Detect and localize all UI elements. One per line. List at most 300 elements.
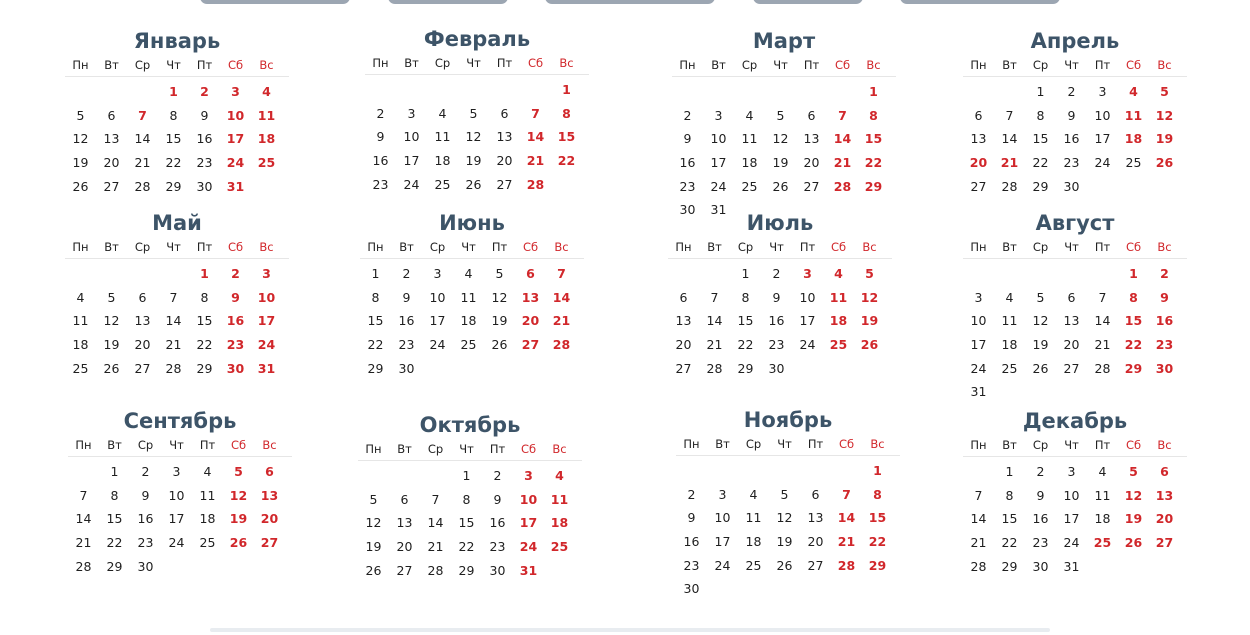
day-cell: 25 (829, 337, 848, 353)
week-row (68, 507, 292, 531)
day-cell: 31 (226, 178, 245, 194)
day-cell: 23 (398, 337, 415, 353)
weekday-label: Вт (107, 438, 122, 452)
day-cell: 12 (860, 289, 879, 305)
weekday-label: Чт (777, 437, 792, 451)
month-block (360, 210, 584, 380)
day-cell: 3 (407, 105, 416, 121)
day-cell: 13 (521, 289, 540, 305)
weekday-label: Чт (1064, 240, 1079, 254)
weekday-label: Вт (715, 437, 730, 451)
day-cell: 18 (72, 337, 89, 353)
day-cell: 2 (231, 266, 240, 282)
weekday-label: Пн (970, 240, 987, 254)
month-block (365, 26, 589, 196)
day-cell: 27 (1063, 360, 1080, 376)
day-cell: 2 (772, 266, 781, 282)
weekday-label: Сб (520, 442, 537, 456)
day-cell: 25 (199, 535, 216, 551)
weekday-label: Вт (397, 442, 412, 456)
weekday-label: Ср (745, 437, 762, 451)
day-cell: 6 (400, 491, 409, 507)
weekday-label: Вс (259, 58, 274, 72)
day-cell: 21 (837, 534, 856, 550)
month-title: Февраль (423, 27, 531, 51)
day-cell: 4 (464, 266, 473, 282)
month-block (668, 210, 892, 380)
day-cell: 12 (1032, 313, 1049, 329)
weekday-label: Ср (134, 240, 151, 254)
day-cell: 14 (165, 313, 182, 329)
day-cell: 21 (526, 153, 545, 169)
day-cell: 16 (679, 155, 696, 171)
week-row (65, 127, 289, 151)
weekday-label: Вс (559, 56, 574, 70)
week-row (65, 333, 289, 357)
day-cell: 17 (714, 534, 731, 550)
day-cell: 2 (493, 468, 502, 484)
weekday-label: Пн (365, 442, 382, 456)
day-cell: 4 (749, 486, 758, 502)
day-cell: 14 (833, 131, 852, 147)
day-cell: 19 (772, 155, 789, 171)
weekday-label: Вс (1157, 438, 1172, 452)
day-cell: 1 (562, 82, 571, 98)
day-cell: 29 (1032, 178, 1049, 194)
week-row (68, 460, 292, 484)
day-cell: 16 (137, 511, 154, 527)
day-cell: 3 (1067, 464, 1076, 480)
day-cell: 23 (489, 539, 506, 555)
day-cell: 14 (552, 289, 571, 305)
day-cell: 5 (865, 266, 874, 282)
day-cell: 27 (103, 178, 120, 194)
day-cell: 16 (196, 131, 213, 147)
week-row (668, 286, 892, 310)
week-row (963, 151, 1187, 175)
weekday-label: Вс (262, 438, 277, 452)
day-cell: 3 (714, 107, 723, 123)
weekday-label: Пн (675, 240, 692, 254)
day-cell: 9 (200, 107, 209, 123)
day-cell: 27 (521, 337, 540, 353)
day-cell: 2 (376, 105, 385, 121)
day-cell: 4 (438, 105, 447, 121)
day-cell: 20 (807, 534, 824, 550)
day-cell: 16 (1063, 131, 1080, 147)
day-cell: 3 (172, 464, 181, 480)
day-cell: 2 (1067, 84, 1076, 100)
day-cell: 14 (1094, 313, 1111, 329)
day-cell: 16 (768, 313, 785, 329)
day-cell: 3 (524, 468, 533, 484)
week-row (358, 511, 582, 535)
day-cell: 19 (229, 511, 248, 527)
day-cell: 29 (458, 562, 475, 578)
week-row (360, 309, 584, 333)
day-cell: 13 (396, 515, 413, 531)
day-cell: 10 (710, 131, 727, 147)
day-cell: 5 (776, 107, 785, 123)
day-cell: 10 (168, 487, 185, 503)
day-cell: 8 (869, 107, 878, 123)
day-cell: 13 (1063, 313, 1080, 329)
day-cell: 25 (1093, 535, 1112, 551)
day-cell: 19 (103, 337, 120, 353)
weekday-label: Сб (227, 240, 244, 254)
week-row (358, 558, 582, 582)
day-cell: 4 (1129, 84, 1138, 100)
day-cell: 30 (768, 360, 785, 376)
day-cell: 4 (555, 468, 564, 484)
day-cell: 12 (491, 289, 508, 305)
week-row (668, 333, 892, 357)
week-row (65, 262, 289, 286)
weekday-label: Ср (134, 58, 151, 72)
weekday-label: Вт (1002, 438, 1017, 452)
weekday-header (668, 236, 892, 259)
day-cell: 23 (226, 337, 245, 353)
day-cell: 28 (165, 360, 182, 376)
day-cell: 7 (531, 105, 540, 121)
weekday-header (963, 54, 1187, 77)
day-cell: 31 (970, 384, 987, 400)
day-cell: 29 (868, 557, 887, 573)
day-cell: 18 (1094, 511, 1111, 527)
day-cell: 30 (683, 581, 700, 597)
day-cell: 31 (1063, 558, 1080, 574)
week-row (672, 104, 896, 128)
week-row (65, 309, 289, 333)
day-cell: 16 (1155, 313, 1174, 329)
weekday-label: Сб (834, 58, 851, 72)
day-cell: 27 (675, 360, 692, 376)
day-cell: 6 (974, 107, 983, 123)
day-cell: 9 (683, 131, 692, 147)
day-cell: 21 (1094, 337, 1111, 353)
day-cell: 17 (403, 153, 420, 169)
day-cell: 17 (226, 131, 245, 147)
day-cell: 23 (683, 557, 700, 573)
day-cell: 26 (103, 360, 120, 376)
day-cell: 23 (1032, 535, 1049, 551)
weekday-label: Пт (1094, 240, 1111, 254)
month-block (672, 28, 896, 222)
day-cell: 13 (260, 487, 279, 503)
day-cell: 5 (107, 289, 116, 305)
week-row (963, 460, 1187, 484)
day-cell: 5 (1036, 289, 1045, 305)
day-cell: 7 (431, 491, 440, 507)
week-row (68, 554, 292, 578)
week-row (668, 309, 892, 333)
day-cell: 19 (72, 155, 89, 171)
day-cell: 19 (1155, 131, 1174, 147)
weekday-label: Чт (459, 442, 474, 456)
day-cell: 2 (687, 486, 696, 502)
day-cell: 27 (134, 360, 151, 376)
day-cell: 26 (465, 176, 482, 192)
weekday-label: Сб (1125, 240, 1142, 254)
day-cell: 1 (1005, 464, 1014, 480)
week-row (676, 459, 900, 483)
week-row (365, 149, 589, 173)
month-block (65, 28, 289, 198)
day-cell: 7 (838, 107, 847, 123)
weekday-label: Пн (75, 438, 92, 452)
weekday-label: Пт (803, 58, 820, 72)
day-cell: 16 (398, 313, 415, 329)
day-cell: 9 (772, 289, 781, 305)
day-cell: 15 (1001, 511, 1018, 527)
day-cell: 23 (137, 535, 154, 551)
day-cell: 16 (226, 313, 245, 329)
weekday-label: Чт (773, 58, 788, 72)
day-cell: 6 (265, 464, 274, 480)
day-cell: 7 (79, 487, 88, 503)
day-cell: 12 (1155, 107, 1174, 123)
day-cell: 20 (496, 153, 513, 169)
day-cell: 20 (134, 337, 151, 353)
day-cell: 8 (562, 105, 571, 121)
weekday-header (65, 236, 289, 259)
weekday-label: Сб (527, 56, 544, 70)
day-cell: 26 (491, 337, 508, 353)
day-cell: 5 (234, 464, 243, 480)
weekday-label: Пт (196, 58, 213, 72)
day-cell: 7 (974, 487, 983, 503)
month-block (358, 412, 582, 582)
day-cell: 15 (367, 313, 384, 329)
weekday-label: Вт (707, 240, 722, 254)
weekday-label: Чт (461, 240, 476, 254)
day-cell: 26 (776, 557, 793, 573)
day-cell: 8 (169, 107, 178, 123)
day-cell: 11 (745, 510, 762, 526)
weekday-label: Вт (1002, 58, 1017, 72)
day-cell: 10 (1063, 487, 1080, 503)
day-cell: 30 (226, 360, 245, 376)
day-cell: 27 (970, 178, 987, 194)
day-cell: 23 (1063, 155, 1080, 171)
day-cell: 22 (864, 155, 883, 171)
day-cell: 6 (138, 289, 147, 305)
day-cell: 24 (714, 557, 731, 573)
day-cell: 21 (706, 337, 723, 353)
day-cell: 11 (741, 131, 758, 147)
day-cell: 5 (76, 107, 85, 123)
day-cell: 29 (1001, 558, 1018, 574)
week-row (963, 333, 1187, 357)
day-cell: 23 (679, 178, 696, 194)
weekday-header (365, 52, 589, 75)
month-block (68, 408, 292, 578)
day-cell: 22 (737, 337, 754, 353)
day-cell: 4 (76, 289, 85, 305)
day-cell: 28 (970, 558, 987, 574)
day-cell: 4 (1005, 289, 1014, 305)
day-cell: 17 (799, 313, 816, 329)
day-cell: 19 (491, 313, 508, 329)
weekday-label: Вс (1157, 58, 1172, 72)
day-cell: 18 (741, 155, 758, 171)
day-cell: 12 (776, 510, 793, 526)
weekday-header (358, 438, 582, 461)
day-cell: 12 (365, 515, 382, 531)
weekday-label: Пт (489, 442, 506, 456)
day-cell: 28 (552, 337, 571, 353)
day-cell: 5 (369, 491, 378, 507)
day-cell: 4 (203, 464, 212, 480)
day-cell: 6 (807, 107, 816, 123)
day-cell: 24 (403, 176, 420, 192)
day-cell: 30 (1032, 558, 1049, 574)
week-row (963, 127, 1187, 151)
day-cell: 22 (868, 534, 887, 550)
day-cell: 8 (371, 289, 380, 305)
month-title: Январь (133, 29, 221, 53)
day-cell: 25 (745, 557, 762, 573)
day-cell: 10 (1094, 107, 1111, 123)
day-cell: 1 (741, 266, 750, 282)
day-cell: 22 (196, 337, 213, 353)
week-row (676, 506, 900, 530)
day-cell: 30 (137, 558, 154, 574)
day-cell: 22 (367, 337, 384, 353)
weekday-label: Вс (870, 437, 885, 451)
day-cell: 1 (869, 84, 878, 100)
day-cell: 21 (427, 539, 444, 555)
day-cell: 14 (837, 510, 856, 526)
weekday-label: Вт (104, 58, 119, 72)
week-row (672, 80, 896, 104)
day-cell: 20 (1063, 337, 1080, 353)
day-cell: 7 (557, 266, 566, 282)
week-row (676, 483, 900, 507)
day-cell: 22 (106, 535, 123, 551)
day-cell: 9 (402, 289, 411, 305)
weekday-label: Пн (72, 58, 89, 72)
day-cell: 24 (1094, 155, 1111, 171)
week-row (68, 531, 292, 555)
day-cell: 15 (165, 131, 182, 147)
day-cell: 11 (460, 289, 477, 305)
day-cell: 29 (106, 558, 123, 574)
weekday-label: Сб (227, 58, 244, 72)
day-cell: 26 (1032, 360, 1049, 376)
day-cell: 7 (842, 486, 851, 502)
day-cell: 9 (1036, 487, 1045, 503)
weekday-header (65, 54, 289, 77)
weekday-label: Пт (1094, 438, 1111, 452)
day-cell: 29 (165, 178, 182, 194)
day-cell: 23 (768, 337, 785, 353)
day-cell: 26 (860, 337, 879, 353)
day-cell: 18 (550, 515, 569, 531)
day-cell: 8 (873, 486, 882, 502)
day-cell: 26 (1155, 155, 1174, 171)
week-row (365, 78, 589, 102)
day-cell: 1 (169, 84, 178, 100)
day-cell: 1 (110, 464, 119, 480)
week-row (963, 262, 1187, 286)
month-block (963, 28, 1187, 198)
day-cell: 18 (1124, 131, 1143, 147)
weekday-label: Пн (970, 58, 987, 72)
day-cell: 2 (141, 464, 150, 480)
month-title: Август (1035, 211, 1115, 235)
day-cell: 11 (1001, 313, 1018, 329)
day-cell: 30 (679, 202, 696, 218)
day-cell: 13 (970, 131, 987, 147)
day-cell: 2 (1036, 464, 1045, 480)
weekday-label: Вс (1157, 240, 1172, 254)
day-cell: 19 (1124, 511, 1143, 527)
day-cell: 11 (72, 313, 89, 329)
weekday-label: Ср (137, 438, 154, 452)
day-cell: 28 (526, 176, 545, 192)
week-row (963, 174, 1187, 198)
day-cell: 21 (75, 535, 92, 551)
day-cell: 17 (1094, 131, 1111, 147)
day-cell: 30 (1155, 360, 1174, 376)
weekday-header (360, 236, 584, 259)
day-cell: 20 (1155, 511, 1174, 527)
day-cell: 25 (1125, 155, 1142, 171)
day-cell: 12 (465, 129, 482, 145)
day-cell: 23 (372, 176, 389, 192)
day-cell: 15 (106, 511, 123, 527)
week-row (68, 484, 292, 508)
week-row (65, 356, 289, 380)
day-cell: 26 (229, 535, 248, 551)
day-cell: 11 (434, 129, 451, 145)
week-row (358, 535, 582, 559)
day-cell: 13 (103, 131, 120, 147)
day-cell: 8 (200, 289, 209, 305)
day-cell: 14 (706, 313, 723, 329)
weekday-header (963, 434, 1187, 457)
day-cell: 3 (231, 84, 240, 100)
day-cell: 14 (1001, 131, 1018, 147)
day-cell: 11 (199, 487, 216, 503)
week-row (360, 333, 584, 357)
day-cell: 3 (262, 266, 271, 282)
day-cell: 10 (226, 107, 245, 123)
day-cell: 27 (496, 176, 513, 192)
day-cell: 8 (1005, 487, 1014, 503)
week-row (676, 553, 900, 577)
weekday-header (676, 433, 900, 456)
day-cell: 26 (772, 178, 789, 194)
week-row (676, 530, 900, 554)
weekday-label: Вт (404, 56, 419, 70)
day-cell: 18 (829, 313, 848, 329)
day-cell: 15 (557, 129, 576, 145)
day-cell: 23 (1155, 337, 1174, 353)
day-cell: 3 (803, 266, 812, 282)
day-cell: 2 (683, 107, 692, 123)
day-cell: 14 (134, 131, 151, 147)
day-cell: 31 (257, 360, 276, 376)
weekday-label: Ср (741, 58, 758, 72)
day-cell: 18 (460, 313, 477, 329)
day-cell: 15 (1124, 313, 1143, 329)
weekday-label: Ср (434, 56, 451, 70)
day-cell: 19 (465, 153, 482, 169)
day-cell: 25 (741, 178, 758, 194)
day-cell: 7 (169, 289, 178, 305)
